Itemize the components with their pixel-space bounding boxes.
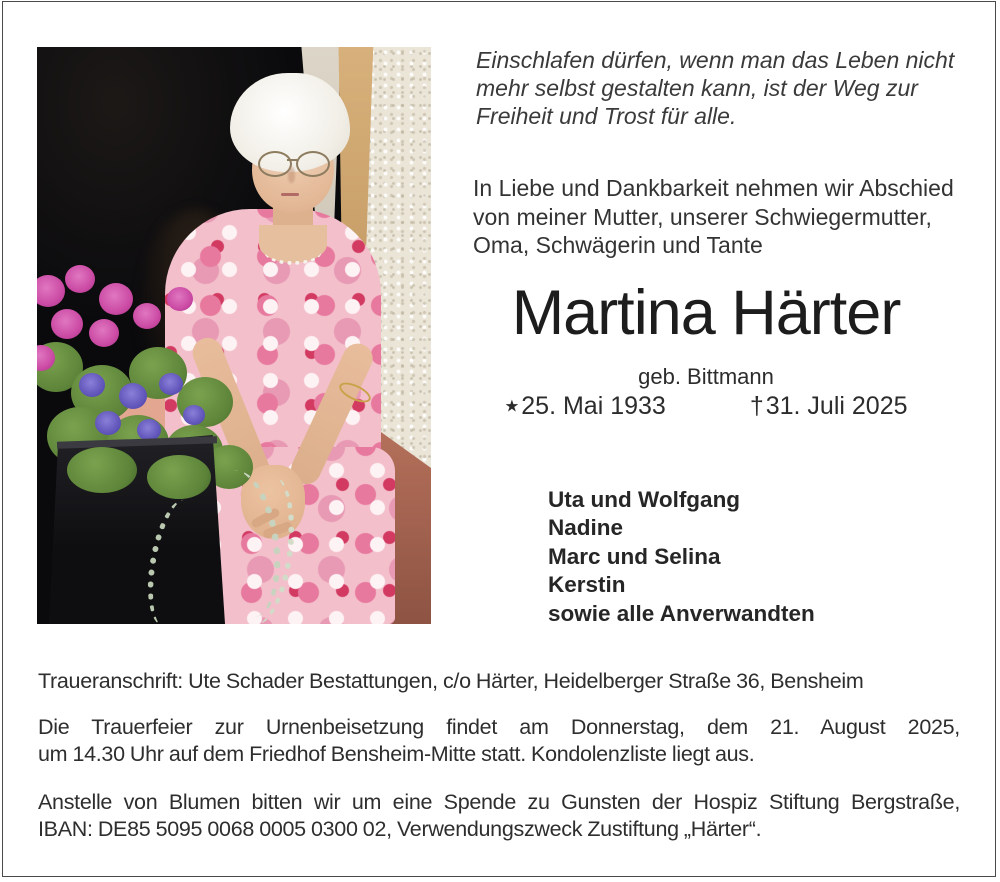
- intro-line: In Liebe und Dankbarkeit nehmen wir Abschied: [473, 175, 954, 201]
- life-dates: [460, 392, 952, 421]
- purple-flower: [119, 383, 147, 409]
- purple-flower: [95, 411, 121, 435]
- magenta-flower: [89, 319, 119, 347]
- magenta-flower: [99, 283, 133, 315]
- epitaph-quote: [476, 46, 976, 130]
- mourning-address: Traueranschrift: Ute Schader Bestattungen, c/o Härter, Heidelberger Straße 36, Bensheim: [38, 669, 864, 693]
- donation-line: Anstelle von Blumen bitten wir um eine Spende zu Gunsten der Hospiz Stiftung Bergstraße,: [38, 790, 960, 814]
- mourner-line: Uta und Wolfgang: [548, 487, 741, 512]
- magenta-flower: [51, 309, 83, 339]
- glasses-left-lens: [258, 151, 292, 177]
- intro-line: Oma, Schwägerin und Tante: [473, 232, 763, 258]
- mourner-line: sowie alle Anverwandten: [548, 600, 815, 626]
- purple-flower: [79, 373, 105, 397]
- death-cross-icon: †: [749, 392, 766, 420]
- deceased-name: Martina Härter: [511, 278, 901, 348]
- foliage: [67, 447, 137, 493]
- ceremony-line: Die Trauerfeier zur Urnenbeisetzung findet am Donnerstag, dem 21. August 2025,: [38, 715, 960, 739]
- mourner-line: Kerstin: [548, 572, 626, 598]
- bead-necklace: [264, 237, 322, 265]
- mouth: [281, 193, 299, 196]
- birth-star-icon: ★: [504, 397, 522, 416]
- quote-line: mehr selbst gestalten kann, ist der Weg zur: [476, 75, 918, 101]
- birth-date: ★25. Mai 1933: [504, 392, 666, 420]
- mourners-list: [548, 486, 815, 628]
- purple-flower: [183, 405, 205, 425]
- nose: [288, 167, 295, 183]
- quote-line: Einschlafen dürfen, wenn man das Leben nicht: [476, 47, 955, 73]
- quote-line: Freiheit und Trost für alle.: [476, 103, 737, 129]
- death-date: †31. Juli 2025: [749, 392, 908, 420]
- maiden-name: geb. Bittmann: [638, 364, 774, 389]
- portrait-photo: [37, 47, 431, 624]
- magenta-flower: [133, 303, 161, 329]
- ceremony-info: [38, 714, 960, 768]
- magenta-flower: [167, 287, 193, 311]
- farewell-text: [473, 174, 973, 260]
- ceremony-line: um 14.30 Uhr auf dem Friedhof Bensheim-Mitte statt. Kondolenzliste liegt aus.: [38, 742, 755, 766]
- donation-line: IBAN: DE85 5095 0068 0005 0300 02, Verwendungszweck Zustiftung „Härter“.: [38, 817, 762, 841]
- donation-info: [38, 789, 960, 843]
- glasses-right-lens: [296, 151, 330, 177]
- mourner-line: Marc und Selina: [548, 543, 721, 569]
- foliage: [147, 455, 211, 499]
- glasses-bridge: [287, 159, 297, 161]
- intro-line: von meiner Mutter, unserer Schwiegermutter,: [473, 203, 932, 230]
- mourner-line: Nadine: [548, 515, 624, 541]
- magenta-flower: [65, 265, 95, 293]
- purple-flower: [159, 373, 183, 395]
